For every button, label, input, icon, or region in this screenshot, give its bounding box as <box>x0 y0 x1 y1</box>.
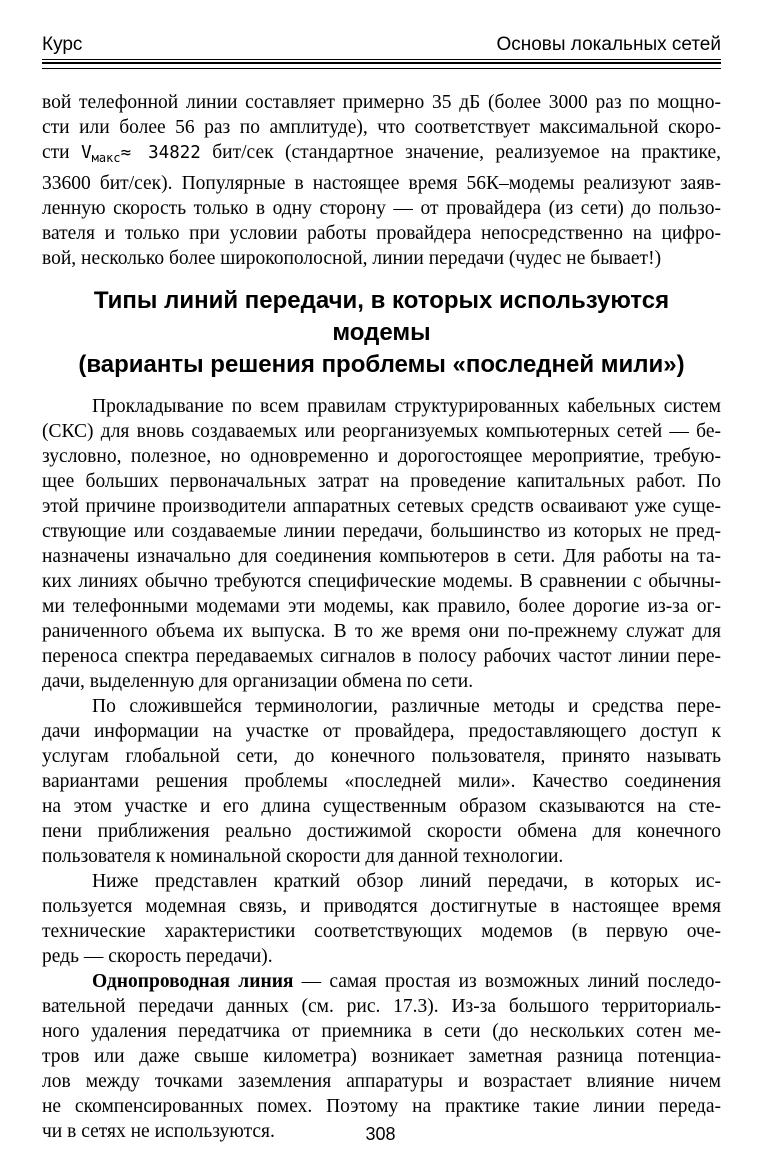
text-line <box>42 1044 721 1069</box>
text-segment: ствующие или создаваемые линии передачи, большинство из которых не пред- <box>42 521 721 542</box>
text-segment: Прокладывание по всем правилам структурированных кабельных систем <box>92 396 721 417</box>
text-segment: — самая простая из возможных линий последо- <box>293 971 721 992</box>
text-segment: V <box>81 143 92 163</box>
text-line <box>42 1019 721 1044</box>
header-book-title: Основы локальных сетей <box>496 34 721 55</box>
text-line <box>42 1094 721 1119</box>
text-segment: переноса спектра передаваемых сигналов в полосу рабочих частот линии пере- <box>42 646 721 667</box>
text-line <box>42 819 721 844</box>
heading <box>42 285 721 381</box>
text-segment: раниченного объема их выпуска. В то же время они по-прежнему служат для <box>42 621 721 642</box>
text-segment: ми телефонными модемами эти модемы, как правило, более дорогие из-за ог- <box>42 596 721 617</box>
text-segment: пользуется модемная связь, и приводятся достигнутые в настоящее время <box>42 896 721 917</box>
text-segment: сти <box>42 142 82 163</box>
text-segment: вариантами решения проблемы «последней мили». Качество соединения <box>42 771 721 792</box>
text-segment: зусловно, полезное, но одновременно и дорогостоящее мероприятие, требую- <box>42 446 721 467</box>
text-segment: ного удаления передатчика от приемника в сети (до нескольких сотен ме- <box>42 1021 721 1042</box>
content <box>42 90 721 1144</box>
text-segment: не скомпенсированных помех. Поэтому на практике такие линии переда- <box>42 1096 721 1117</box>
text-line <box>42 719 721 744</box>
text-line <box>42 349 721 381</box>
text-segment: назначены изначально для соединения компьютеров в сети. Для работы на та- <box>42 546 721 567</box>
text-segment: лов между точками заземления аппаратуры и возрастает влияние ничем <box>42 1071 721 1092</box>
text-segment: Ниже представлен краткий обзор линий передачи, в которых ис- <box>92 871 721 892</box>
text-line <box>42 494 721 519</box>
text-line <box>42 519 721 544</box>
text-line <box>42 594 721 619</box>
text-line <box>42 619 721 644</box>
text-line <box>42 669 721 694</box>
text-line <box>42 171 721 196</box>
text-segment: дачи информации на участке от провайдера, предоставляющего доступ к <box>42 721 721 742</box>
text-line <box>42 90 721 115</box>
text-line <box>42 246 721 271</box>
header-rule <box>42 62 721 69</box>
text-segment: Типы линий передачи, в которых используются модемы <box>93 287 670 346</box>
text-segment: бит/сек (стандартное значение, реализуемое на практике, <box>200 142 721 163</box>
text-line <box>42 221 721 246</box>
text-segment: вателя и только при условии работы провайдера непосредственно на цифро- <box>42 223 721 244</box>
text-line <box>42 744 721 769</box>
text-segment: дачи, выделенную для организации обмена по сети. <box>42 671 474 692</box>
text-line <box>42 569 721 594</box>
text-line <box>42 444 721 469</box>
text-line <box>42 919 721 944</box>
text-segment: ких линиях обычно требуются специфические модемы. В сравнении с обычны- <box>42 571 721 592</box>
text-segment: (СКС) для вновь создаваемых или реорганизуемых компьютерных сетей — бе- <box>42 421 721 442</box>
text-line <box>42 544 721 569</box>
text-segment: редь — скорость передачи). <box>42 946 273 967</box>
text-line <box>42 196 721 221</box>
paragraph <box>42 694 721 869</box>
text-line <box>42 844 721 869</box>
page-number: 308 <box>365 1124 396 1144</box>
text-segment: вой, несколько более широкополосной, линии передачи (чудес не бывает!) <box>42 248 662 269</box>
paragraph <box>42 869 721 969</box>
text-segment: ≈ 34822 <box>120 143 201 163</box>
text-segment: пользователя к номинальной скорости для данной технологии. <box>42 846 564 867</box>
text-line <box>42 869 721 894</box>
paragraph <box>42 394 721 694</box>
text-line <box>42 1069 721 1094</box>
text-segment: тров или даже свыше километра) возникает заметная разница потенциа- <box>42 1046 721 1067</box>
text-line <box>42 769 721 794</box>
text-segment: пени приближения реально достижимой скорости обмена для конечного <box>42 821 721 842</box>
text-segment: По сложившейся терминологии, различные методы и средства пере- <box>92 696 721 717</box>
text-segment: на этом участке и его длина существенным образом сказываются на сте- <box>42 796 721 817</box>
text-segment: макс <box>91 151 121 165</box>
text-line <box>42 140 721 171</box>
page-header <box>42 34 721 60</box>
text-segment: этой причине производители аппаратных сетевых средств осваивают уже суще- <box>42 496 721 517</box>
paragraph <box>42 90 721 271</box>
text-segment: Однопроводная линия <box>92 971 294 992</box>
text-line <box>42 969 721 994</box>
text-segment: (варианты решения проблемы «последней мили») <box>78 351 685 378</box>
text-line <box>42 894 721 919</box>
text-line <box>42 994 721 1019</box>
text-segment: услугам глобальной сети, до конечного пользователя, принято называть <box>42 746 721 767</box>
text-line <box>42 394 721 419</box>
text-segment: сти или более 56 раз по амплитуде), что соответствует максимальной скоро- <box>42 117 721 138</box>
header-course-label: Курс <box>42 34 83 55</box>
text-segment: технические характеристики соответствующих модемов (в первую оче- <box>42 921 721 942</box>
text-segment: щее больших первоначальных затрат на проведение капитальных работ. По <box>42 471 721 492</box>
text-line <box>42 469 721 494</box>
text-line <box>42 419 721 444</box>
text-line <box>42 694 721 719</box>
text-line <box>42 794 721 819</box>
text-line <box>42 285 721 349</box>
text-segment: 33600 бит/сек). Популярные в настоящее время 56К–модемы реализуют заяв- <box>42 173 721 194</box>
text-line <box>42 115 721 140</box>
text-segment: ленную скорость только в одну сторону — от провайдера (из сети) до пользо- <box>42 198 721 219</box>
text-segment: вой телефонной линии составляет примерно 35 дБ (более 3000 раз по мощно- <box>42 92 721 113</box>
text-line <box>42 944 721 969</box>
text-segment: вательной передачи данных (см. рис. 17.3). Из-за большого территориаль- <box>42 996 721 1017</box>
text-segment: чи в сетях не используются. <box>42 1121 275 1142</box>
page-footer <box>0 1124 761 1145</box>
text-line <box>42 644 721 669</box>
paragraph <box>42 969 721 1144</box>
